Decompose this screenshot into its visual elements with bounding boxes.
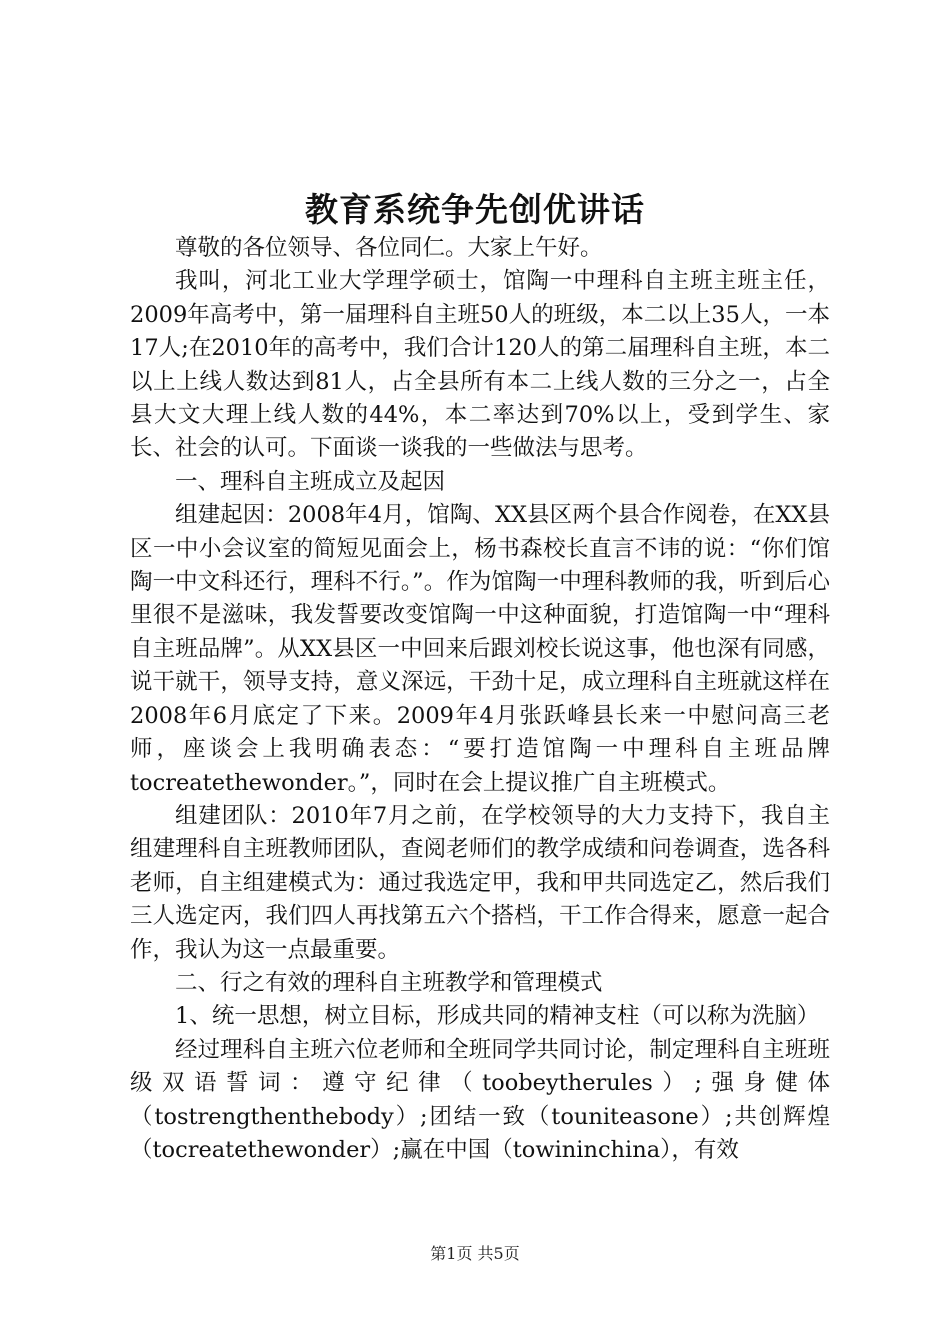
page-number: 第1页 共5页 xyxy=(430,1244,520,1263)
paragraph-greeting: 尊敬的各位领导、各位同仁。大家上午好。 xyxy=(175,235,603,261)
paragraph-oath: 经过理科自主班六位老师和全班同学共同讨论，制定理科自主班班级双语誓词：遵守纪律（toobeytherules）;强身健体（tostrengthenthebody）;团结一致（touniteasone）;共创辉煌（tocreatethewonder）;赢在中国（towininchina），有效 xyxy=(130,1036,830,1163)
document-body xyxy=(130,232,830,1167)
document-title: 教育系统争先创优讲话 xyxy=(305,190,645,229)
paragraph-origin: 组建起因：2008年4月，馆陶、XX县区两个县合作阅卷，在XX县区一中小会议室的简短见面会上，杨书森校长直言不讳的说：“你们馆陶一中文科还行，理科不行。”。作为馆陶一中理科教师的我，听到后心里很不是滋味，我发誓要改变馆陶一中这种面貌，打造馆陶一中“理科自主班品牌”。从XX县区一中回来后跟刘校长说这事，他也深有同感，说干就干，领导支持，意义深远，干劲十足，成立理科自主班就这样在2008年6月底定了下来。2009年4月张跃峰县长来一中慰问高三老师，座谈会上我明确表态：“要打造馆陶一中理科自主班品牌tocreatethewonder。”，同时在会上提议推广自主班模式。 xyxy=(130,502,830,796)
section-heading-2: 二、行之有效的理科自主班教学和管理模式 xyxy=(175,969,603,996)
subsection-heading-1: 1、统一思想，树立目标，形成共同的精神支柱（可以称为洗脑） xyxy=(175,1003,820,1030)
paragraph-introduction: 我叫，河北工业大学理学硕士，馆陶一中理科自主班主班主任，2009年高考中，第一届理科自主班50人的班级，本二以上35人，一本17人;在2010年的高考中，我们合计120人的第二届理科自主班，本二以上上线人数达到81人，占全县所有本二上线人数的三分之一，占全县大文大理上线人数的44%，本二率达到70%以上，受到学生、家长、社会的认可。下面谈一谈我的一些做法与思考。 xyxy=(130,268,830,462)
paragraph-team: 组建团队：2010年7月之前，在学校领导的大力支持下，我自主组建理科自主班教师团队，查阅老师们的教学成绩和问卷调查，选各科老师，自主组建模式为：通过我选定甲，我和甲共同选定乙，然后我们三人选定丙，我们四人再找第五六个搭档，干工作合得来，愿意一起合作，我认为这一点最重要。 xyxy=(130,802,830,963)
section-heading-1: 一、理科自主班成立及起因 xyxy=(175,468,446,495)
